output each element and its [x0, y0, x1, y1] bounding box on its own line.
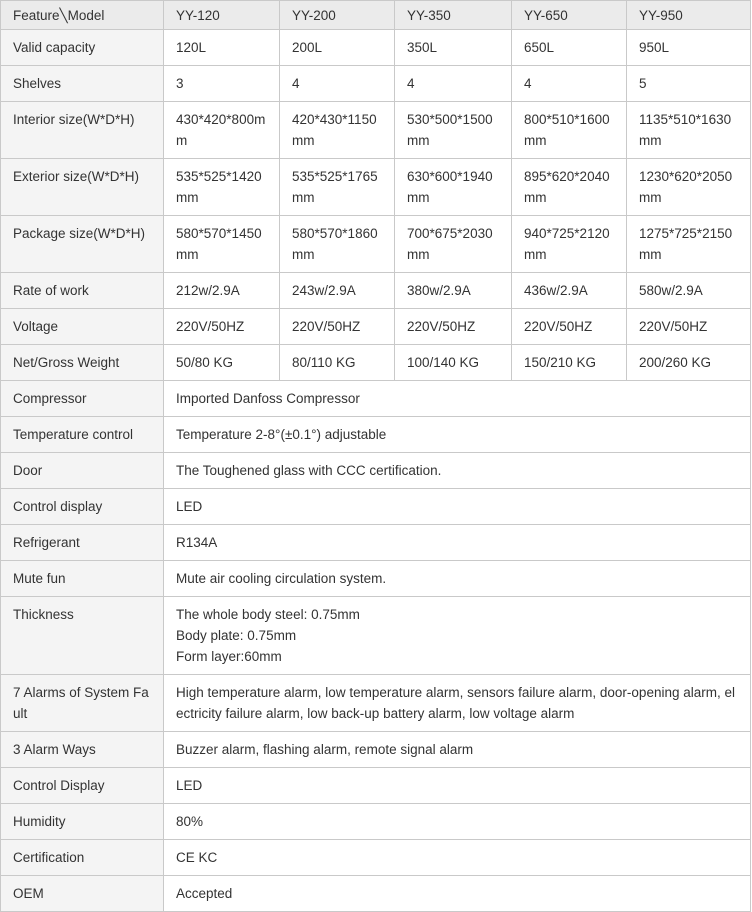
table-cell: 243w/2.9A	[280, 273, 395, 309]
table-cell: 530*500*1500 mm	[395, 102, 512, 159]
row-label: Certification	[1, 840, 164, 876]
row-label: Compressor	[1, 381, 164, 417]
table-cell: 220V/50HZ	[512, 309, 627, 345]
table-cell: 630*600*1940 mm	[395, 159, 512, 216]
table-cell: 50/80 KG	[164, 345, 280, 381]
table-cell: 100/140 KG	[395, 345, 512, 381]
table-row-alarms-system-fault	[1, 675, 751, 732]
table-row-valid-capacity	[1, 30, 751, 66]
table-cell: 436w/2.9A	[512, 273, 627, 309]
header-model-yy-650: YY-650	[512, 1, 627, 30]
header-model-yy-950: YY-950	[627, 1, 751, 30]
table-cell: 220V/50HZ	[395, 309, 512, 345]
table-row-interior-size	[1, 102, 751, 159]
table-cell: 950L	[627, 30, 751, 66]
row-label: Rate of work	[1, 273, 164, 309]
thickness-line: Form layer:60mm	[176, 649, 282, 664]
table-cell: 580*570*1860 mm	[280, 216, 395, 273]
table-cell: 350L	[395, 30, 512, 66]
table-cell: 80/110 KG	[280, 345, 395, 381]
table-cell: 200L	[280, 30, 395, 66]
table-row-net-gross-weight	[1, 345, 751, 381]
row-label: Control display	[1, 489, 164, 525]
row-label: Valid capacity	[1, 30, 164, 66]
table-cell: 3	[164, 66, 280, 102]
table-row-shelves	[1, 66, 751, 102]
table-row-humidity	[1, 804, 751, 840]
table-cell-span: High temperature alarm, low temperature alarm, sensors failure alarm, door-opening alarm, electricity failure alarm, low back-up battery alarm, low voltage alarm	[164, 675, 751, 732]
table-cell-span	[164, 597, 751, 675]
table-cell: 4	[395, 66, 512, 102]
thickness-line: Body plate: 0.75mm	[176, 628, 297, 643]
row-label: Refrigerant	[1, 525, 164, 561]
table-cell: 200/260 KG	[627, 345, 751, 381]
table-cell-span: Temperature 2-8°(±0.1°) adjustable	[164, 417, 751, 453]
table-cell: 4	[512, 66, 627, 102]
row-label: Interior size(W*D*H)	[1, 102, 164, 159]
row-label: Mute fun	[1, 561, 164, 597]
table-cell-span: Accepted	[164, 876, 751, 912]
row-label: Door	[1, 453, 164, 489]
table-row-refrigerant	[1, 525, 751, 561]
table-cell: 700*675*2030 mm	[395, 216, 512, 273]
table-cell: 4	[280, 66, 395, 102]
table-cell: 420*430*1150 mm	[280, 102, 395, 159]
table-cell-span: R134A	[164, 525, 751, 561]
table-cell: 535*525*1765 mm	[280, 159, 395, 216]
table-cell-span: The Toughened glass with CCC certification.	[164, 453, 751, 489]
table-cell: 150/210 KG	[512, 345, 627, 381]
table-cell: 380w/2.9A	[395, 273, 512, 309]
table-cell: 535*525*1420 mm	[164, 159, 280, 216]
header-model-yy-120: YY-120	[164, 1, 280, 30]
table-row-mute-fun	[1, 561, 751, 597]
row-label: Net/Gross Weight	[1, 345, 164, 381]
table-cell-span: Mute air cooling circulation system.	[164, 561, 751, 597]
table-cell: 5	[627, 66, 751, 102]
table-header-row	[1, 1, 751, 30]
row-label: 3 Alarm Ways	[1, 732, 164, 768]
table-cell-span: 80%	[164, 804, 751, 840]
table-cell-span: LED	[164, 489, 751, 525]
row-label: OEM	[1, 876, 164, 912]
row-label: Control Display	[1, 768, 164, 804]
table-row-door	[1, 453, 751, 489]
table-cell: 650L	[512, 30, 627, 66]
table-cell: 220V/50HZ	[627, 309, 751, 345]
row-label: Exterior size(W*D*H)	[1, 159, 164, 216]
table-cell: 1135*510*1630 mm	[627, 102, 751, 159]
table-cell: 220V/50HZ	[164, 309, 280, 345]
table-cell: 895*620*2040 mm	[512, 159, 627, 216]
table-row-rate-of-work	[1, 273, 751, 309]
row-label: Shelves	[1, 66, 164, 102]
table-row-control-display	[1, 489, 751, 525]
table-cell: 1275*725*2150 mm	[627, 216, 751, 273]
table-row-compressor	[1, 381, 751, 417]
table-row-package-size	[1, 216, 751, 273]
header-feature-model: Feature╲Model	[1, 1, 164, 30]
row-label: Humidity	[1, 804, 164, 840]
row-label: 7 Alarms of System Fault	[1, 675, 164, 732]
table-cell-span: Imported Danfoss Compressor	[164, 381, 751, 417]
table-cell: 800*510*1600 mm	[512, 102, 627, 159]
table-row-thickness	[1, 597, 751, 675]
table-cell-span: LED	[164, 768, 751, 804]
table-cell-span: Buzzer alarm, flashing alarm, remote signal alarm	[164, 732, 751, 768]
table-row-certification	[1, 840, 751, 876]
table-cell-span: CE KC	[164, 840, 751, 876]
table-row-exterior-size	[1, 159, 751, 216]
row-label-text: Temperature control	[13, 427, 134, 442]
table-row-temperature-control	[1, 417, 751, 453]
header-model-yy-350: YY-350	[395, 1, 512, 30]
table-cell: 120L	[164, 30, 280, 66]
table-row-control-display-2	[1, 768, 751, 804]
table-cell: 430*420*800mm	[164, 102, 280, 159]
table-cell: 580w/2.9A	[627, 273, 751, 309]
header-model-yy-200: YY-200	[280, 1, 395, 30]
table-row-voltage	[1, 309, 751, 345]
table-cell: 580*570*1450 mm	[164, 216, 280, 273]
thickness-line: The whole body steel: 0.75mm	[176, 607, 360, 622]
table-row-alarm-ways	[1, 732, 751, 768]
table-cell: 1230*620*2050 mm	[627, 159, 751, 216]
row-label: Package size(W*D*H)	[1, 216, 164, 273]
row-label: Voltage	[1, 309, 164, 345]
row-label	[1, 417, 164, 453]
row-label: Thickness	[1, 597, 164, 675]
table-cell: 940*725*2120 mm	[512, 216, 627, 273]
table-cell: 212w/2.9A	[164, 273, 280, 309]
table-cell: 220V/50HZ	[280, 309, 395, 345]
